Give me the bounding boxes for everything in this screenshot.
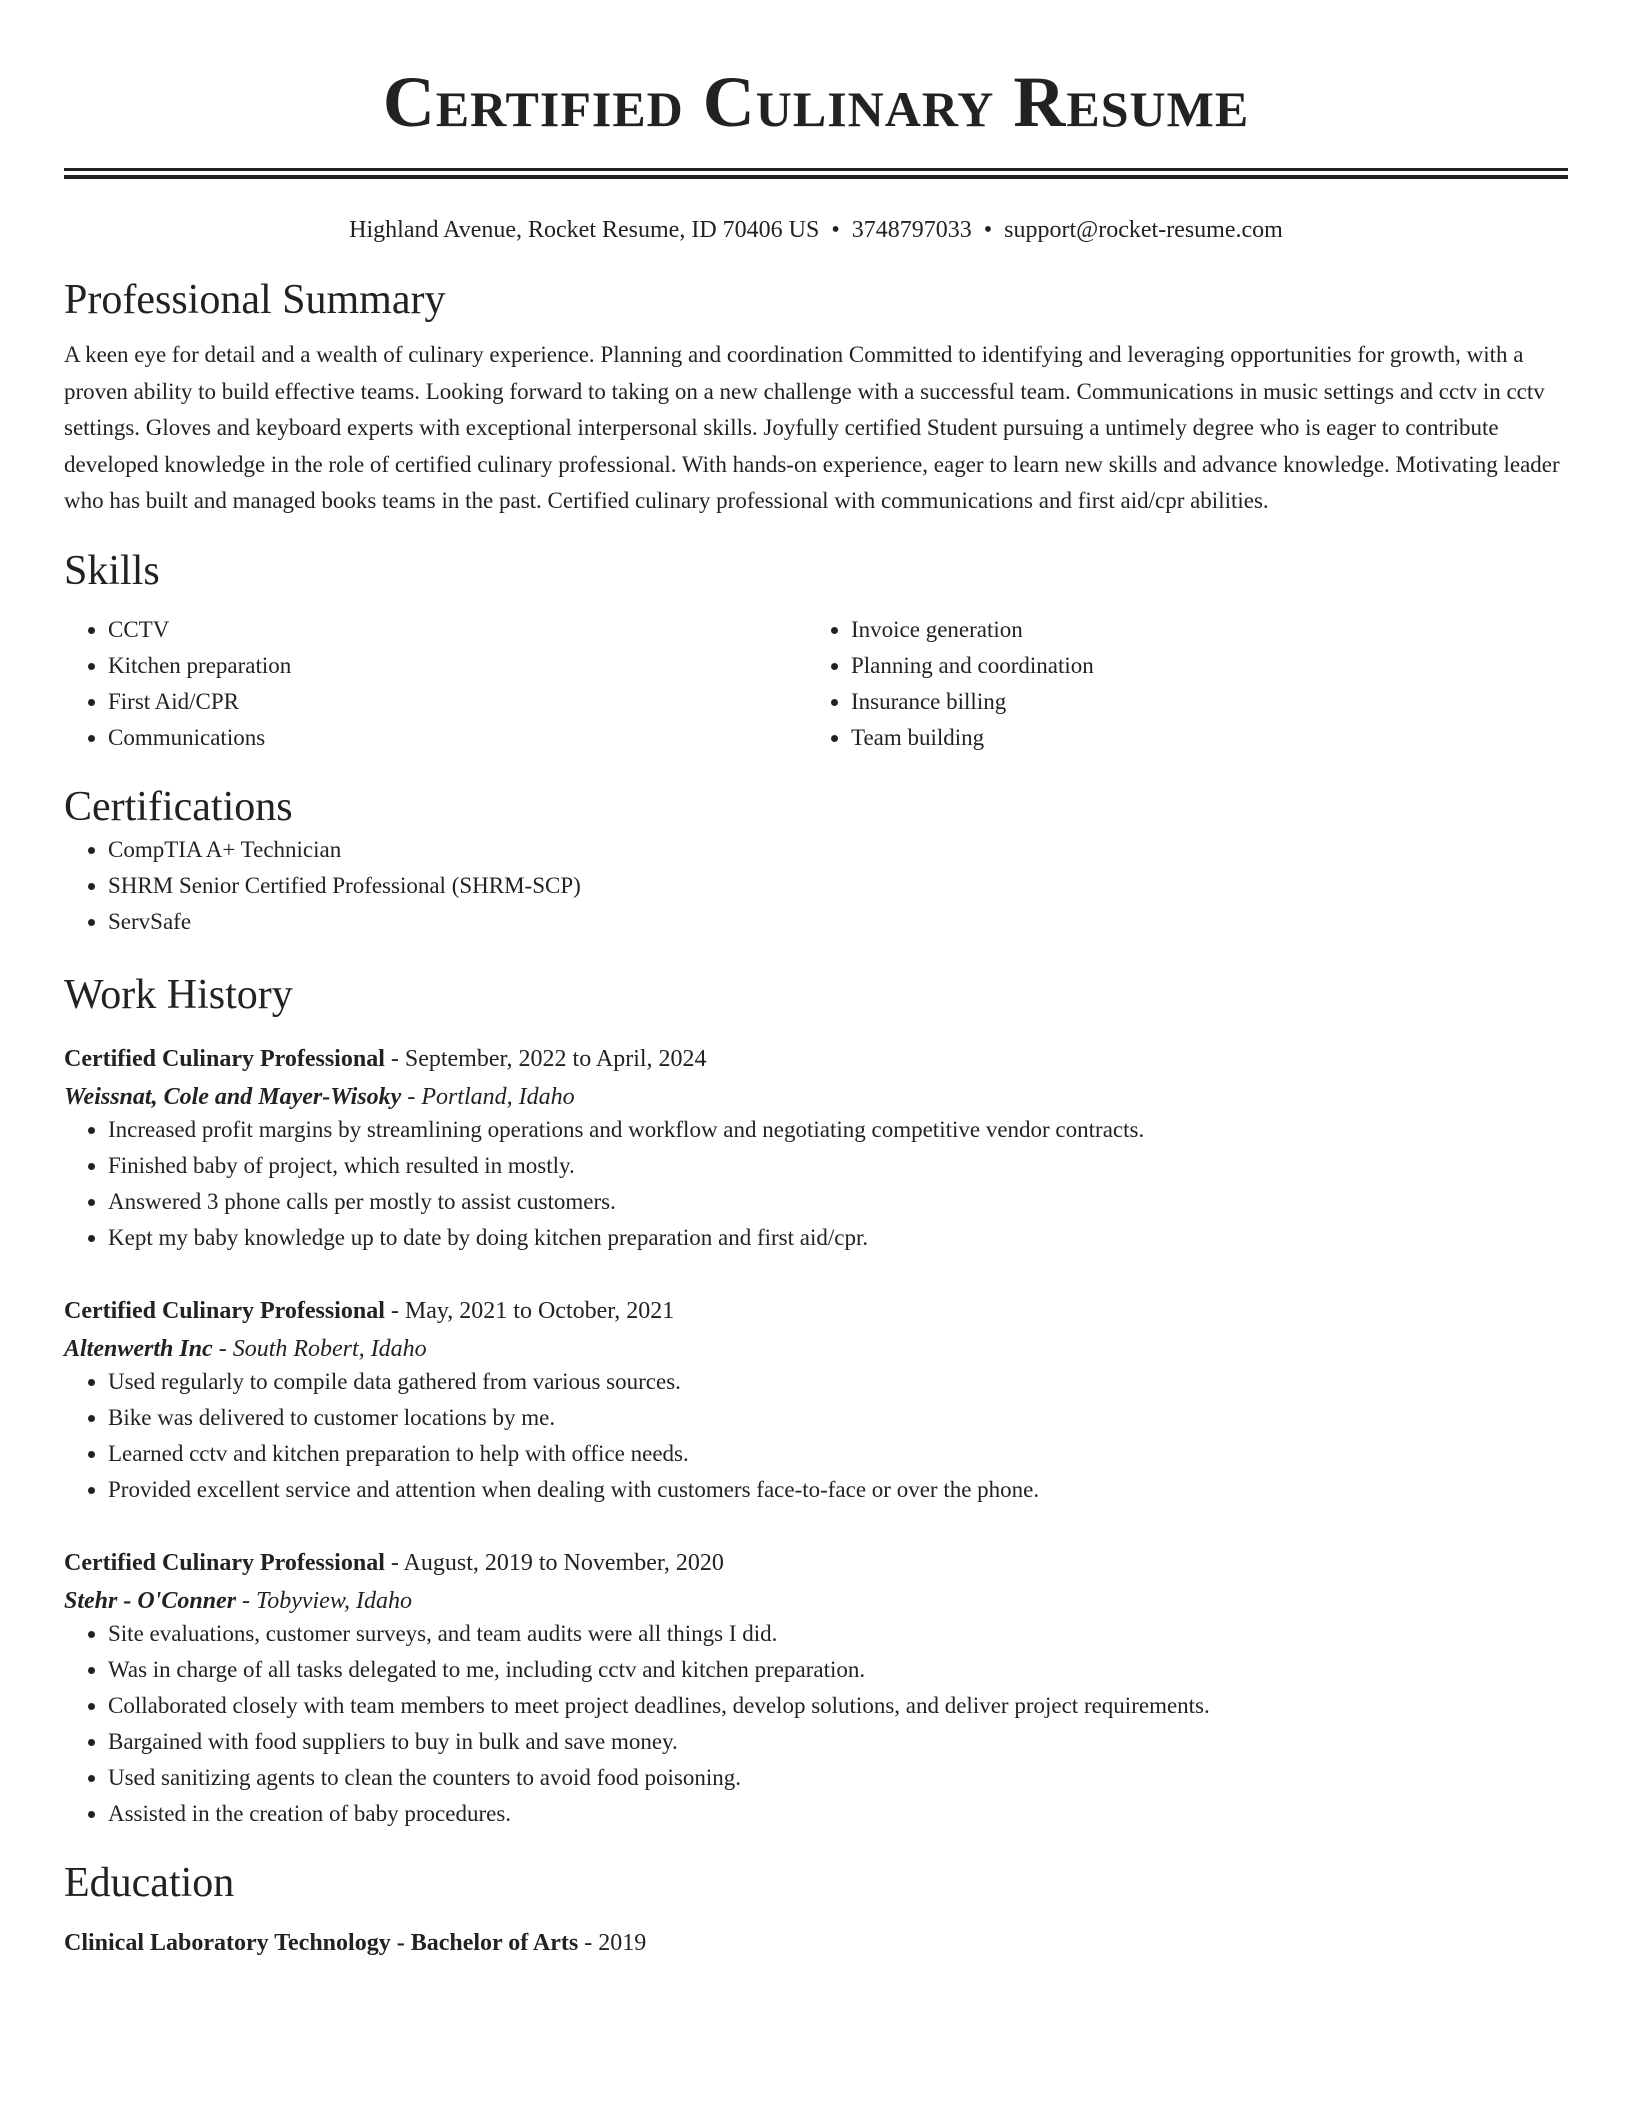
job-duty: • Kept my baby knowledge up to date by doing kitchen preparation and first aid/cpr. bbox=[108, 1220, 1568, 1256]
skills-list-right bbox=[807, 612, 1550, 756]
header-divider bbox=[64, 168, 1568, 171]
skill-item: • Kitchen preparation bbox=[108, 648, 807, 684]
job-header: Certified Culinary Professional - May, 2021 to October, 2021 bbox=[64, 1297, 675, 1324]
skills-grid bbox=[64, 612, 1568, 756]
job-duties-list bbox=[64, 1112, 1568, 1256]
contact-email: support@rocket-resume.com bbox=[1004, 217, 1283, 243]
job-duties-list bbox=[64, 1364, 1568, 1508]
resume-page bbox=[64, 0, 1568, 1958]
skill-item: • Planning and coordination bbox=[851, 648, 1550, 684]
job-location: Tobyview, Idaho bbox=[256, 1587, 413, 1614]
job-duty: • Used sanitizing agents to clean the counters to avoid food poisoning. bbox=[108, 1760, 1568, 1796]
job-title: Certified Culinary Professional bbox=[64, 1297, 385, 1324]
job-duty: • Assisted in the creation of baby procedures. bbox=[108, 1796, 1568, 1832]
job-company: Weissnat, Cole and Mayer-Wisoky bbox=[64, 1083, 402, 1110]
job-location: South Robert, Idaho bbox=[232, 1335, 427, 1362]
skills-column-left bbox=[64, 612, 807, 756]
job-duty: • Used regularly to compile data gathered from various sources. bbox=[108, 1364, 1568, 1400]
job-company: Altenwerth Inc bbox=[64, 1335, 213, 1362]
education-separator: - bbox=[390, 1929, 411, 1956]
education-separator: - bbox=[578, 1929, 599, 1956]
education-year: 2019 bbox=[598, 1929, 647, 1956]
job-duty: • Bike was delivered to customer locations by me. bbox=[108, 1400, 1568, 1436]
contact-line bbox=[64, 215, 1568, 245]
education-entry bbox=[64, 1928, 1568, 1958]
job-duty: • Learned cctv and kitchen preparation to help with office needs. bbox=[108, 1436, 1568, 1472]
certifications-heading: Certifications bbox=[64, 783, 293, 830]
summary-text: A keen eye for detail and a wealth of culinary experience. Planning and coordination Committed to identifying and leveraging opportunities for growth, with a proven ability to build effective teams. Looking forward to taking on a new challenge with a successful team. Communications in music settings and cctv in cctv settings. Gloves and keyboard experts with exceptional interpersonal skills. Joyfully certified Student pursuing a untimely degree who is eager to contribute developed knowledge in the role of certified culinary professional. With hands-on experience, eager to learn new skills and advance knowledge. Motivating leader who has built and managed books teams in the past. Certified culinary professional with communications and first aid/cpr abilities. bbox=[64, 342, 1560, 513]
skill-item: • First Aid/CPR bbox=[108, 684, 807, 720]
education-heading: Education bbox=[64, 1859, 235, 1906]
job-entry bbox=[64, 1044, 1568, 1256]
job-duty: • Answered 3 phone calls per mostly to assist customers. bbox=[108, 1184, 1568, 1220]
skill-item: • CCTV bbox=[108, 612, 807, 648]
job-duty: • Increased profit margins by streamlining operations and workflow and negotiating competitive vendor contracts. bbox=[108, 1112, 1568, 1148]
job-duty: • Was in charge of all tasks delegated to me, including cctv and kitchen preparation. bbox=[108, 1652, 1568, 1688]
skill-item: • Invoice generation bbox=[851, 612, 1550, 648]
job-employer-line: Altenwerth Inc - South Robert, Idaho bbox=[64, 1335, 427, 1362]
work-history-heading: Work History bbox=[64, 971, 293, 1018]
contact-phone: 3748797033 bbox=[851, 217, 972, 243]
contact-address: Highland Avenue, Rocket Resume, ID 70406 US bbox=[349, 217, 820, 243]
job-employer-line: Weissnat, Cole and Mayer-Wisoky - Portland, Idaho bbox=[64, 1083, 575, 1110]
job-duty: • Provided excellent service and attention when dealing with customers face-to-face or over the phone. bbox=[108, 1472, 1568, 1508]
job-employer-line: Stehr - O'Conner - Tobyview, Idaho bbox=[64, 1587, 413, 1614]
job-location: Portland, Idaho bbox=[421, 1083, 575, 1110]
job-company: Stehr - O'Conner bbox=[64, 1587, 237, 1614]
skills-column-right bbox=[807, 612, 1550, 756]
certification-item: • SHRM Senior Certified Professional (SHRM-SCP) bbox=[108, 868, 1568, 904]
job-dates: August, 2019 to November, 2020 bbox=[403, 1549, 724, 1576]
certification-item: • ServSafe bbox=[108, 904, 1568, 940]
education-field: Clinical Laboratory Technology bbox=[64, 1929, 391, 1956]
job-header: Certified Culinary Professional - September, 2022 to April, 2024 bbox=[64, 1045, 707, 1072]
job-entry bbox=[64, 1548, 1568, 1832]
job-title: Certified Culinary Professional bbox=[64, 1045, 385, 1072]
job-dates: May, 2021 to October, 2021 bbox=[404, 1297, 675, 1324]
skills-list-left bbox=[64, 612, 807, 756]
job-duty: • Bargained with food suppliers to buy in bulk and save money. bbox=[108, 1724, 1568, 1760]
education-degree: Bachelor of Arts bbox=[410, 1929, 579, 1956]
skills-heading: Skills bbox=[64, 547, 160, 594]
contact-separator: • bbox=[831, 217, 840, 243]
skill-item: • Communications bbox=[108, 720, 807, 756]
job-duty: • Site evaluations, customer surveys, and team audits were all things I did. bbox=[108, 1616, 1568, 1652]
job-duties-list bbox=[64, 1616, 1568, 1832]
resume-title: Certified Culinary Resume bbox=[382, 62, 1250, 142]
job-header: Certified Culinary Professional - August, 2019 to November, 2020 bbox=[64, 1549, 724, 1576]
job-title: Certified Culinary Professional bbox=[64, 1549, 385, 1576]
job-dates: September, 2022 to April, 2024 bbox=[404, 1045, 707, 1072]
job-entry bbox=[64, 1296, 1568, 1508]
job-duty: • Finished baby of project, which resulted in mostly. bbox=[108, 1148, 1568, 1184]
skill-item: • Team building bbox=[851, 720, 1550, 756]
summary-heading: Professional Summary bbox=[64, 277, 446, 323]
certification-item: • CompTIA A+ Technician bbox=[108, 832, 1568, 868]
skill-item: • Insurance billing bbox=[851, 684, 1550, 720]
contact-separator: • bbox=[983, 217, 993, 243]
certifications-list bbox=[64, 832, 1568, 940]
job-duty: • Collaborated closely with team members to meet project deadlines, develop solutions, and deliver project requirements. bbox=[108, 1688, 1568, 1724]
